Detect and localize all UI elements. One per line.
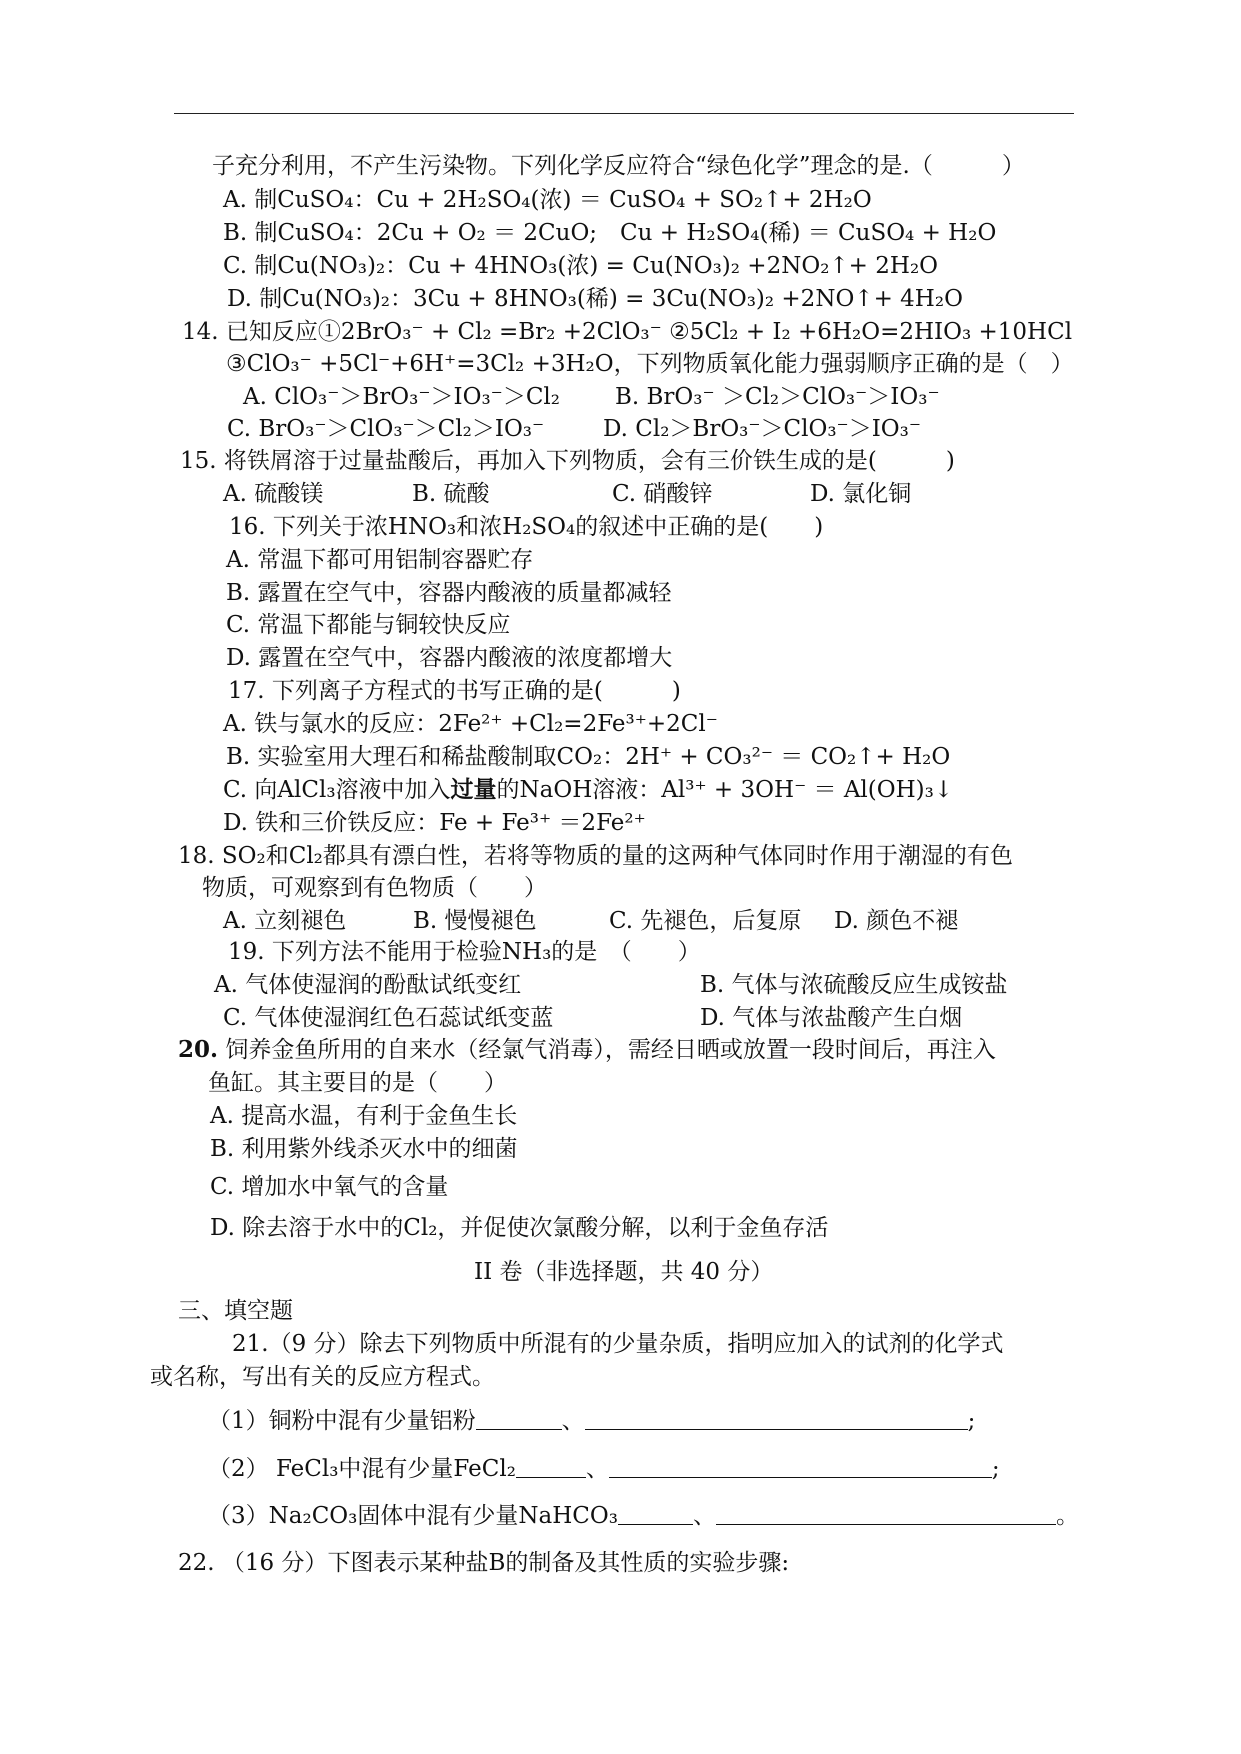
q16-option-a: A. 常温下都可用铝制容器贮存 xyxy=(226,547,534,573)
q16-option-d: D. 露置在空气中，容器内酸液的浓度都增大 xyxy=(226,645,673,671)
q21-item-3-blank-reagent[interactable] xyxy=(618,1502,693,1525)
q21-item-1-blank-equation[interactable] xyxy=(585,1407,968,1430)
q16-option-b: B. 露置在空气中，容器内酸液的质量都减轻 xyxy=(226,580,672,606)
q16-stem: 16. 下列关于浓HNO₃和浓H₂SO₄的叙述中正确的是( ) xyxy=(229,514,824,540)
q21-item-3-blank-equation[interactable] xyxy=(716,1502,1056,1525)
q18-option-b: B. 慢慢褪色 xyxy=(413,908,537,934)
q18-stem-line2: 物质，可观察到有色物质（ ） xyxy=(202,875,547,901)
q20-stem-line1 xyxy=(178,1035,996,1065)
q21-item-1-separator: 、 xyxy=(561,1408,585,1434)
q18-option-c: C. 先褪色，后复原 xyxy=(609,908,802,934)
q20-stem-text: 饲养金鱼所用的自来水（经氯气消毒），需经日晒或放置一段时间后，再注入 xyxy=(225,1037,996,1063)
q17-option-c-post: 的NaOH溶液：Al³⁺ + 3OH⁻ ＝ Al(OH)₃↓ xyxy=(496,777,954,803)
q18-option-d: D. 颜色不褪 xyxy=(834,908,959,934)
q21-item-3-end: 。 xyxy=(1055,1503,1079,1529)
q15-option-a: A. 硫酸镁 xyxy=(223,481,324,507)
q21-item-2-text: （2） FeCl₃中混有少量FeCl₂ xyxy=(208,1456,516,1482)
q18-option-a: A. 立刻褪色 xyxy=(223,908,347,934)
q21-item-1-blank-reagent[interactable] xyxy=(476,1407,562,1430)
q17-option-c-pre: C. 向AlCl₃溶液中加入 xyxy=(223,777,451,803)
q19-option-a: A. 气体使湿润的酚酞试纸变红 xyxy=(214,972,522,998)
q14-stem-line1: 14. 已知反应①2BrO₃⁻ + Cl₂ =Br₂ +2ClO₃⁻ ②5Cl₂ + I₂ +6H₂O=2HIO₃ +10HCl xyxy=(182,319,1073,345)
q21-item-2-blank-reagent[interactable] xyxy=(516,1455,586,1478)
q21-item-1 xyxy=(208,1406,975,1436)
q20-option-c: C. 增加水中氧气的含量 xyxy=(210,1174,449,1200)
q16-option-c: C. 常温下都能与铜较快反应 xyxy=(226,612,511,638)
q17-option-c xyxy=(223,775,953,805)
q13-option-b: B. 制CuSO₄：2Cu + O₂ ＝ 2CuO; Cu + H₂SO₄(稀) ＝ CuSO₄ + H₂O xyxy=(223,220,997,246)
q21-item-3 xyxy=(208,1501,1079,1531)
q21-item-2 xyxy=(208,1454,1000,1484)
q15-option-d: D. 氯化铜 xyxy=(810,481,912,507)
q14-option-c: C. BrO₃⁻＞ClO₃⁻＞Cl₂＞IO₃⁻ xyxy=(227,416,545,442)
part-ii-heading: II 卷（非选择题，共 40 分） xyxy=(474,1259,774,1285)
q19-option-c: C. 气体使湿润红色石蕊试纸变蓝 xyxy=(223,1005,554,1031)
q13-option-d: D. 制Cu(NO₃)₂：3Cu + 8HNO₃(稀) = 3Cu(NO₃)₂ +2NO↑+ 4H₂O xyxy=(227,286,963,312)
q21-item-2-end: ; xyxy=(991,1456,1000,1482)
q17-option-d: D. 铁和三价铁反应：Fe + Fe³⁺ ＝2Fe²⁺ xyxy=(223,810,646,836)
q17-option-b: B. 实验室用大理石和稀盐酸制取CO₂：2H⁺ + CO₃²⁻ ＝ CO₂↑+ H₂O xyxy=(226,744,951,770)
q22-stem: 22. （16 分）下图表示某种盐B的制备及其性质的实验步骤: xyxy=(178,1550,790,1576)
q21-item-2-blank-equation[interactable] xyxy=(609,1455,992,1478)
q21-item-2-separator: 、 xyxy=(585,1456,609,1482)
q19-stem: 19. 下列方法不能用于检验NH₃的是 （ ） xyxy=(228,939,701,965)
q17-stem: 17. 下列离子方程式的书写正确的是( ) xyxy=(228,678,681,704)
q19-option-d: D. 气体与浓盐酸产生白烟 xyxy=(700,1005,963,1031)
q14-option-d: D. Cl₂＞BrO₃⁻＞ClO₃⁻＞IO₃⁻ xyxy=(603,416,922,442)
q15-option-c: C. 硝酸锌 xyxy=(612,481,713,507)
q21-item-3-separator: 、 xyxy=(692,1503,716,1529)
q14-stem-line2: ③ClO₃⁻ +5Cl⁻+6H⁺=3Cl₂ +3H₂O，下列物质氧化能力强弱顺序正确的是（ ） xyxy=(226,351,1074,377)
q21-stem-line2: 或名称，写出有关的反应方程式。 xyxy=(150,1364,495,1390)
q15-option-b: B. 硫酸 xyxy=(412,481,490,507)
q21-item-1-text: （1）铜粉中混有少量铝粉 xyxy=(208,1408,476,1434)
q13-option-a: A. 制CuSO₄：Cu + 2H₂SO₄(浓) ＝ CuSO₄ + SO₂↑+ 2H₂O xyxy=(223,187,872,213)
q17-option-a: A. 铁与氯水的反应：2Fe²⁺ +Cl₂=2Fe³⁺+2Cl⁻ xyxy=(223,711,718,737)
section-three-heading: 三、填空题 xyxy=(178,1298,293,1324)
q20-option-d: D. 除去溶于水中的Cl₂，并促使次氯酸分解，以利于金鱼存活 xyxy=(210,1215,829,1241)
q15-stem: 15. 将铁屑溶于过量盐酸后，再加入下列物质，会有三价铁生成的是( ) xyxy=(180,448,955,474)
q17-option-c-emphasis: 过量 xyxy=(450,776,497,803)
header-rule xyxy=(174,113,1074,114)
q20-stem-line2: 鱼缸。其主要目的是（ ） xyxy=(208,1070,507,1096)
q18-stem-line1: 18. SO₂和Cl₂都具有漂白性，若将等物质的量的这两种气体同时作用于潮湿的有色 xyxy=(178,843,1013,869)
q14-option-b: B. BrO₃⁻ ＞Cl₂＞ClO₃⁻＞IO₃⁻ xyxy=(615,384,940,410)
q21-stem-line1: 21.（9 分）除去下列物质中所混有的少量杂质，指明应加入的试剂的化学式 xyxy=(232,1331,1004,1357)
q21-item-3-text: （3）Na₂CO₃固体中混有少量NaHCO₃ xyxy=(208,1503,618,1529)
q14-option-a: A. ClO₃⁻＞BrO₃⁻＞IO₃⁻＞Cl₂ xyxy=(243,384,560,410)
q19-option-b: B. 气体与浓硫酸反应生成铵盐 xyxy=(700,972,1008,998)
q20-option-b: B. 利用紫外线杀灭水中的细菌 xyxy=(210,1136,518,1162)
q13-stem-continuation: 子充分利用，不产生污染物。下列化学反应符合“绿色化学”理念的是.（ ） xyxy=(212,153,1025,179)
q20-option-a: A. 提高水温，有利于金鱼生长 xyxy=(210,1103,518,1129)
q13-option-c: C. 制Cu(NO₃)₂：Cu + 4HNO₃(浓) = Cu(NO₃)₂ +2NO₂↑+ 2H₂O xyxy=(223,253,939,279)
q21-item-1-end: ; xyxy=(967,1408,976,1434)
q20-number: 20. xyxy=(178,1036,219,1063)
